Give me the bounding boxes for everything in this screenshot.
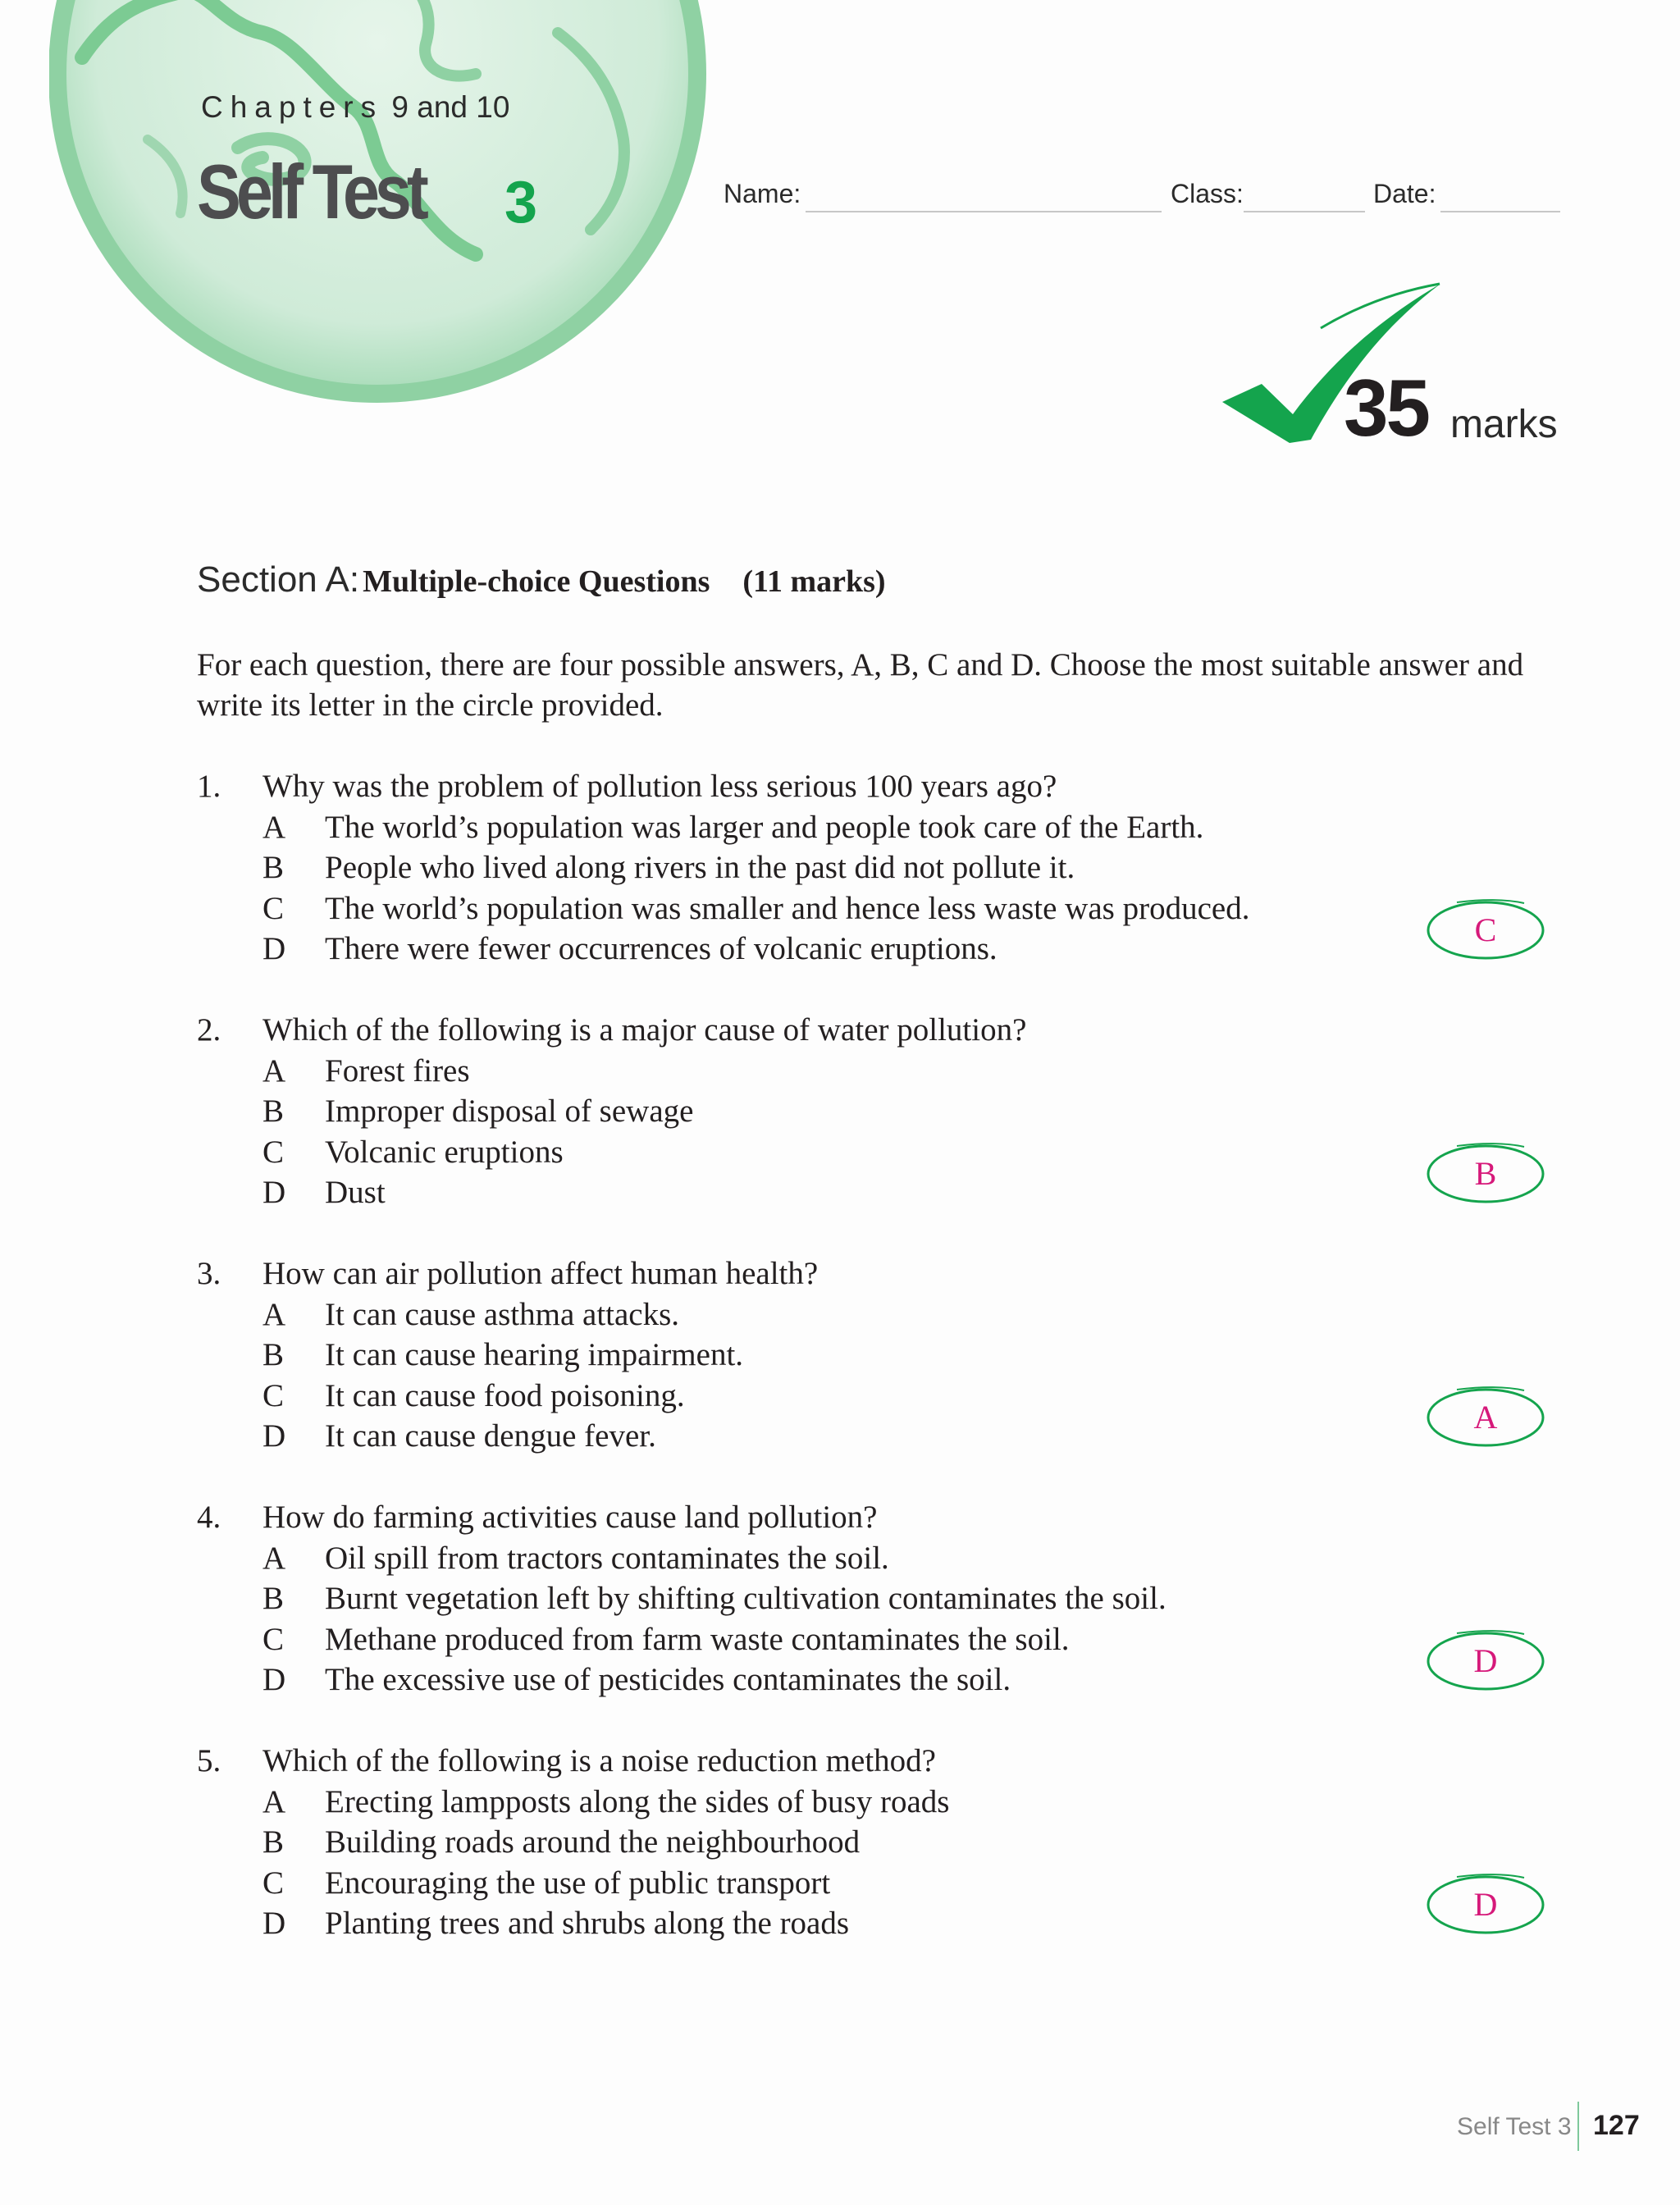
question-text: Which of the following is a major cause of water pollution? (262, 1012, 1027, 1048)
option-c (197, 888, 1378, 929)
option-text: Burnt vegetation left by shifting cultivation contaminates the soil. (325, 1581, 1166, 1616)
option-d (197, 1172, 1378, 1213)
option-b (197, 847, 1378, 888)
option-text: The world’s population was larger and people took care of the Earth. (325, 809, 1204, 845)
option-text: Erecting lampposts along the sides of busy roads (325, 1783, 950, 1819)
option-c (197, 1619, 1378, 1660)
option-letter: C (262, 1865, 285, 1901)
option-d (197, 929, 1378, 970)
option-b (197, 1578, 1378, 1619)
option-letter: D (262, 1175, 286, 1210)
chapters-range: 9 and 10 (391, 90, 510, 124)
option-c (197, 1376, 1378, 1417)
answer-letter: D (1473, 1642, 1498, 1679)
question-4 (197, 1497, 1378, 1701)
option-letter: B (262, 850, 285, 885)
option-text: It can cause dengue fever. (325, 1418, 656, 1454)
option-text: It can cause food poisoning. (325, 1377, 685, 1413)
answer-circle-5[interactable] (1424, 1869, 1547, 1938)
option-letter: B (262, 1337, 285, 1372)
question-1 (197, 766, 1378, 970)
section-heading (197, 559, 886, 600)
option-letter: A (262, 1540, 286, 1576)
class-field[interactable] (1244, 211, 1365, 212)
answer-circle-1[interactable] (1424, 894, 1547, 963)
test-number: 3 (504, 170, 538, 235)
option-b (197, 1091, 1378, 1132)
answer-letter: D (1473, 1886, 1498, 1923)
option-text: The excessive use of pesticides contaminates the soil. (325, 1662, 1011, 1697)
option-letter: B (262, 1581, 285, 1616)
option-a (197, 807, 1378, 848)
option-a (197, 1051, 1378, 1092)
option-letter: A (262, 1052, 286, 1089)
answer-letter: B (1474, 1155, 1497, 1192)
option-text: Oil spill from tractors contaminates the soil. (325, 1540, 889, 1576)
option-text: Forest fires (325, 1052, 470, 1089)
option-d (197, 1903, 1378, 1944)
option-d (197, 1416, 1378, 1457)
date-label: Date: (1373, 179, 1436, 208)
option-a (197, 1782, 1378, 1823)
footer-divider (1577, 2102, 1579, 2151)
question-text: How can air pollution affect human health? (262, 1256, 819, 1291)
option-text: Planting trees and shrubs along the roads (325, 1906, 850, 1941)
name-label: Name: (724, 179, 801, 208)
question-number: 1. (197, 769, 221, 804)
option-letter: A (262, 809, 286, 845)
question-2 (197, 1010, 1378, 1213)
page-title: Self Test (197, 148, 424, 235)
option-letter: C (262, 1621, 285, 1657)
question-text: Why was the problem of pollution less serious 100 years ago? (262, 769, 1057, 804)
option-b (197, 1822, 1378, 1863)
option-a (197, 1294, 1378, 1335)
option-letter: D (262, 1906, 286, 1941)
option-text: It can cause hearing impairment. (325, 1337, 744, 1372)
option-text: Building roads around the neighbourhood (325, 1824, 861, 1860)
question-text: How do farming activities cause land pollution? (262, 1500, 878, 1535)
question-3 (197, 1253, 1378, 1457)
option-letter: D (262, 931, 286, 966)
question-number: 3. (197, 1256, 221, 1291)
footer-label: Self Test 3 (1457, 2113, 1572, 2140)
option-text: The world’s population was smaller and hence less waste was produced. (325, 890, 1250, 926)
name-field[interactable] (806, 211, 1162, 212)
option-a (197, 1538, 1378, 1579)
section-marks: (11 marks) (742, 564, 886, 599)
option-text: People who lived along rivers in the past did not pollute it. (325, 850, 1075, 885)
date-field[interactable] (1440, 211, 1560, 212)
option-text: Improper disposal of sewage (325, 1093, 694, 1129)
answer-circle-4[interactable] (1424, 1625, 1547, 1694)
option-text: Volcanic eruptions (325, 1134, 564, 1170)
option-b (197, 1335, 1378, 1376)
question-number: 5. (197, 1743, 221, 1778)
answer-circle-3[interactable] (1424, 1381, 1547, 1450)
option-letter: B (262, 1093, 285, 1129)
instructions: For each question, there are four possible answers, A, B, C and D. Choose the most suitable answer and write its letter in the circle provided. (197, 647, 1524, 723)
total-marks-unit: marks (1450, 403, 1558, 446)
chapters-prefix: Chapters (201, 90, 384, 124)
answer-circle-2[interactable] (1424, 1138, 1547, 1207)
chapters-heading (201, 90, 509, 125)
option-letter: B (262, 1824, 285, 1860)
question-text: Which of the following is a noise reduction method? (262, 1743, 936, 1778)
question-number: 4. (197, 1500, 221, 1535)
question-5 (197, 1741, 1378, 1944)
option-text: Encouraging the use of public transport (325, 1865, 831, 1901)
option-text: Methane produced from farm waste contaminates the soil. (325, 1621, 1070, 1657)
section-label: Section A: (197, 559, 360, 600)
question-number: 2. (197, 1012, 221, 1048)
option-letter: D (262, 1662, 286, 1697)
page-number: 127 (1593, 2110, 1640, 2141)
option-letter: C (262, 890, 285, 926)
option-letter: A (262, 1783, 286, 1819)
option-text: Dust (325, 1175, 386, 1210)
section-title: Multiple-choice Questions (363, 564, 710, 599)
option-letter: C (262, 1134, 285, 1170)
option-text: It can cause asthma attacks. (325, 1296, 680, 1332)
class-label: Class: (1171, 179, 1244, 208)
option-d (197, 1659, 1378, 1701)
answer-letter: C (1474, 911, 1497, 948)
option-c (197, 1863, 1378, 1904)
total-marks-number: 35 (1344, 363, 1429, 453)
option-c (197, 1132, 1378, 1173)
option-text: There were fewer occurrences of volcanic eruptions. (325, 931, 998, 966)
option-letter: A (262, 1296, 286, 1332)
option-letter: D (262, 1418, 286, 1454)
answer-letter: A (1473, 1399, 1498, 1436)
option-letter: C (262, 1377, 285, 1413)
